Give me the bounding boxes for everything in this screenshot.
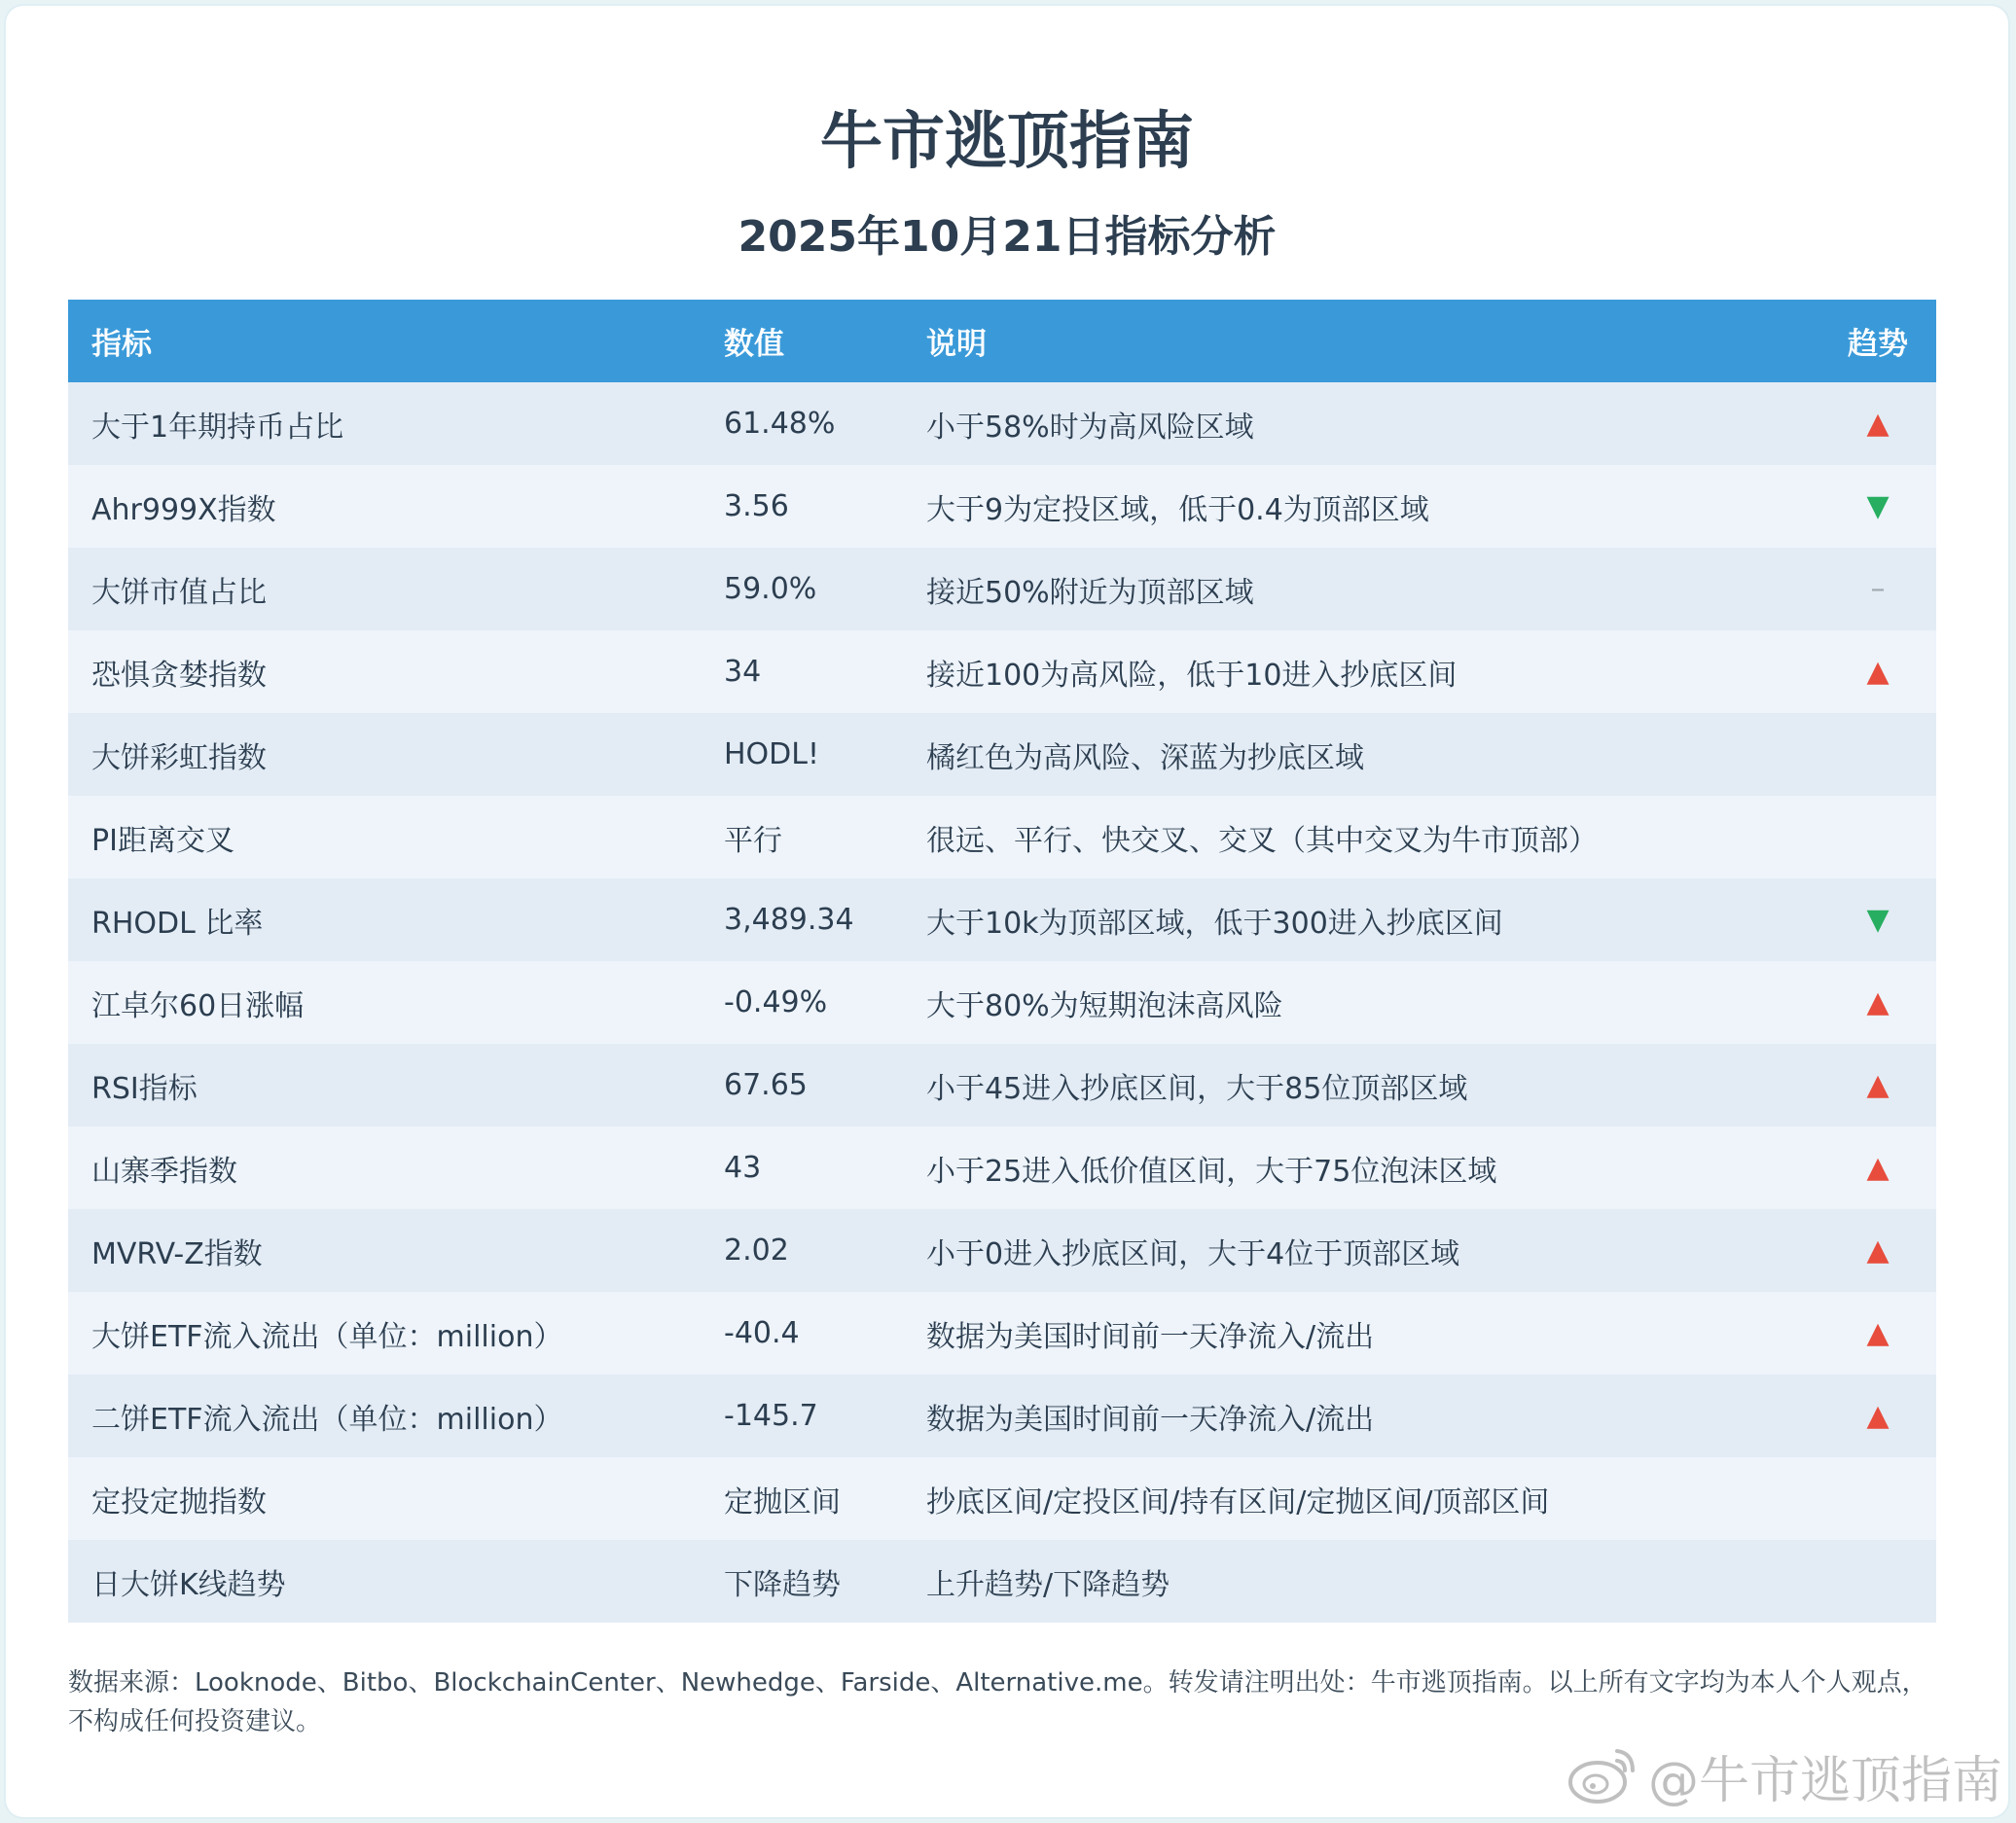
metric-desc-cell: 小于58%时为高风险区域 <box>903 382 1819 465</box>
table-row <box>68 1292 1936 1375</box>
table-row <box>68 1375 1936 1457</box>
table-row <box>68 1540 1936 1623</box>
header-desc: 说明 <box>903 300 1819 382</box>
metric-trend-cell <box>1819 548 1936 630</box>
table-header-row <box>68 300 1936 382</box>
metric-desc-cell: 抄底区间/定投区间/持有区间/定抛区间/顶部区间 <box>903 1457 1819 1540</box>
metric-name-cell: 日大饼K线趋势 <box>68 1540 701 1623</box>
trend-up-icon: ▲ <box>1866 1233 1890 1268</box>
metric-desc-cell: 大于80%为短期泡沫高风险 <box>903 961 1819 1044</box>
metric-value-cell: 定抛区间 <box>701 1457 903 1540</box>
metrics-table <box>68 300 1936 1623</box>
metric-trend-cell <box>1819 1540 1936 1623</box>
trend-down-icon: ▼ <box>1866 903 1890 937</box>
metric-name-cell: 江卓尔60日涨幅 <box>68 961 701 1044</box>
metric-value-cell: -145.7 <box>701 1375 903 1457</box>
table-row <box>68 382 1936 465</box>
metric-desc-cell: 小于0进入抄底区间，大于4位于顶部区域 <box>903 1209 1819 1292</box>
metric-trend-cell <box>1819 465 1936 548</box>
weibo-logo-icon <box>1566 1743 1640 1807</box>
trend-down-icon: ▼ <box>1866 489 1890 523</box>
header-trend: 趋势 <box>1819 300 1936 382</box>
metric-desc-cell: 上升趋势/下降趋势 <box>903 1540 1819 1623</box>
metric-trend-cell <box>1819 713 1936 796</box>
metric-value-cell: HODL! <box>701 713 903 796</box>
watermark-text: @牛市逃顶指南 <box>1647 1751 2002 1810</box>
trend-up-icon: ▲ <box>1866 655 1890 689</box>
metric-desc-cell: 很远、平行、快交叉、交叉（其中交叉为牛市顶部） <box>903 796 1819 878</box>
watermark <box>1566 1741 2002 1809</box>
footer-note: 数据来源：Looknode、Bitbo、BlockchainCenter、Newhedge、Farside、Alternative.me。转发请注明出处：牛市逃顶指南。以上所有文字均为本人个人观点，不构成任何投资建议。 <box>68 1668 1927 1736</box>
metric-value-cell: -0.49% <box>701 961 903 1044</box>
metric-value-cell: 61.48% <box>701 382 903 465</box>
table-row <box>68 465 1936 548</box>
metric-desc-cell: 接近100为高风险，低于10进入抄底区间 <box>903 630 1819 713</box>
page-title: 牛市逃顶指南 <box>820 106 1194 178</box>
table-row <box>68 878 1936 961</box>
trend-up-icon: ▲ <box>1866 1316 1890 1350</box>
metric-name-cell: 大饼市值占比 <box>68 548 701 630</box>
trend-up-icon: ▲ <box>1866 407 1890 441</box>
table-row <box>68 1044 1936 1126</box>
metric-trend-cell <box>1819 878 1936 961</box>
metric-name-cell: 恐惧贪婪指数 <box>68 630 701 713</box>
metric-value-cell: 34 <box>701 630 903 713</box>
metric-name-cell: Ahr999X指数 <box>68 465 701 548</box>
table-row <box>68 961 1936 1044</box>
metric-value-cell: 2.02 <box>701 1209 903 1292</box>
trend-up-icon: ▲ <box>1866 1151 1890 1185</box>
table-body <box>68 382 1936 1623</box>
trend-up-icon: ▲ <box>1866 985 1890 1019</box>
metric-value-cell: 下降趋势 <box>701 1540 903 1623</box>
metric-desc-cell: 大于10k为顶部区域，低于300进入抄底区间 <box>903 878 1819 961</box>
metric-desc-cell: 小于45进入抄底区间，大于85位顶部区域 <box>903 1044 1819 1126</box>
metric-name-cell: 大于1年期持币占比 <box>68 382 701 465</box>
metric-desc-cell: 橘红色为高风险、深蓝为抄底区域 <box>903 713 1819 796</box>
metric-desc-cell: 数据为美国时间前一天净流入/流出 <box>903 1375 1819 1457</box>
metric-value-cell: 67.65 <box>701 1044 903 1126</box>
table-row <box>68 713 1936 796</box>
metric-trend-cell <box>1819 1044 1936 1126</box>
metric-value-cell: 59.0% <box>701 548 903 630</box>
table-row <box>68 548 1936 630</box>
trend-up-icon: ▲ <box>1866 1068 1890 1102</box>
table-row <box>68 1457 1936 1540</box>
header-name: 指标 <box>68 300 701 382</box>
page-subtitle: 2025年10月21日指标分析 <box>738 212 1277 262</box>
metric-trend-cell <box>1819 796 1936 878</box>
table-row <box>68 630 1936 713</box>
metric-value-cell: 3,489.34 <box>701 878 903 961</box>
metric-value-cell: -40.4 <box>701 1292 903 1375</box>
metric-desc-cell: 数据为美国时间前一天净流入/流出 <box>903 1292 1819 1375</box>
metric-trend-cell <box>1819 1209 1936 1292</box>
metric-trend-cell <box>1819 1375 1936 1457</box>
metric-value-cell: 3.56 <box>701 465 903 548</box>
metric-desc-cell: 大于9为定投区域，低于0.4为顶部区域 <box>903 465 1819 548</box>
metric-value-cell: 平行 <box>701 796 903 878</box>
table-row <box>68 796 1936 878</box>
metric-trend-cell <box>1819 630 1936 713</box>
metric-name-cell: 二饼ETF流入流出（单位：million） <box>68 1375 701 1457</box>
metric-name-cell: 大饼彩虹指数 <box>68 713 701 796</box>
metric-desc-cell: 接近50%附近为顶部区域 <box>903 548 1819 630</box>
metric-trend-cell <box>1819 382 1936 465</box>
metric-trend-cell <box>1819 1126 1936 1209</box>
metric-name-cell: MVRV-Z指数 <box>68 1209 701 1292</box>
metric-name-cell: 大饼ETF流入流出（单位：million） <box>68 1292 701 1375</box>
trend-up-icon: ▲ <box>1866 1399 1890 1433</box>
metric-trend-cell <box>1819 1292 1936 1375</box>
metric-trend-cell <box>1819 1457 1936 1540</box>
metric-name-cell: RHODL 比率 <box>68 878 701 961</box>
metric-name-cell: 山寨季指数 <box>68 1126 701 1209</box>
metric-value-cell: 43 <box>701 1126 903 1209</box>
metric-desc-cell: 小于25进入低价值区间，大于75位泡沫区域 <box>903 1126 1819 1209</box>
table-row <box>68 1209 1936 1292</box>
metric-name-cell: 定投定抛指数 <box>68 1457 701 1540</box>
trend-flat-icon: – <box>1870 572 1886 606</box>
table-row <box>68 1126 1936 1209</box>
header-value: 数值 <box>701 300 903 382</box>
metric-name-cell: RSI指标 <box>68 1044 701 1126</box>
metric-trend-cell <box>1819 961 1936 1044</box>
metric-name-cell: PI距离交叉 <box>68 796 701 878</box>
